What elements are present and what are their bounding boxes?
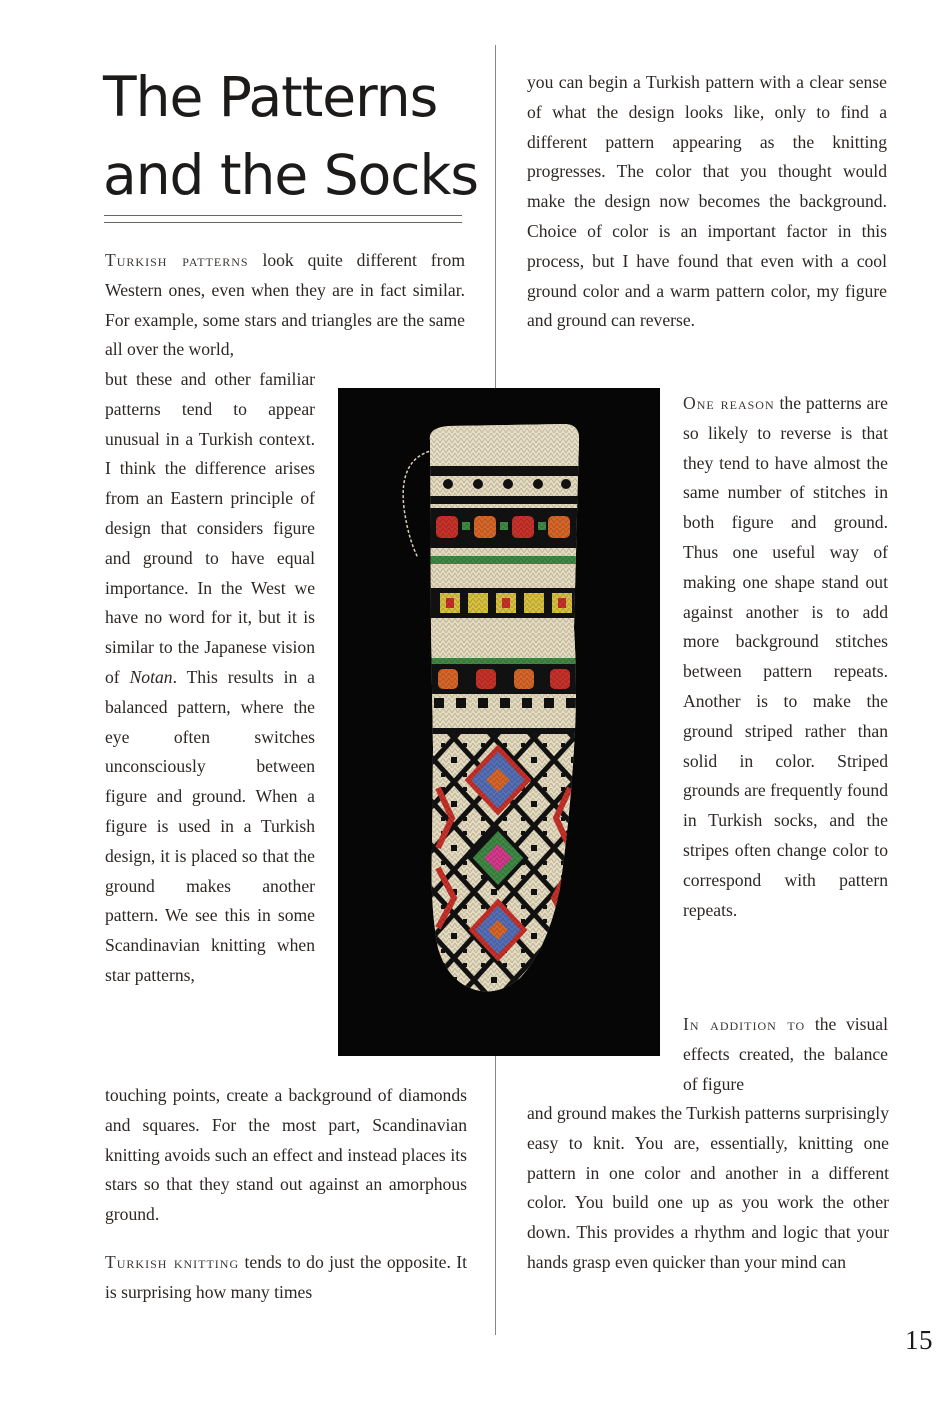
knitted-sock-photo-icon bbox=[338, 388, 660, 1056]
paragraph-5-text: the visual effects created, the balance of figure bbox=[683, 1014, 888, 1094]
paragraph-5-intro bbox=[683, 1010, 888, 1099]
paragraph-3: you can begin a Turkish pattern with a clear sense of what the design looks like, only to find a different pattern appearing as the knitting progresses. The color that you thought would make the design now becomes the background. Choice of color is an important factor in this process, but I have found that even with a cool ground color and a warm pattern color, my figure and ground can reverse. bbox=[527, 72, 887, 331]
paragraph-1-text: look quite different from Western ones, even when they are in fact similar. For example, some stars and triangles are the same all over the world, bbox=[105, 250, 466, 360]
title-rule-bottom bbox=[104, 222, 462, 223]
title-rule-top bbox=[104, 215, 462, 216]
paragraph-2-text: tends to do just the opposite. It is surprising how many times bbox=[105, 1252, 467, 1302]
paragraph-4-text: the patterns are so likely to reverse is that they tend to have almost the same number of stitches in both figure and ground. Thus one useful way of making one shape stand out against another is to add more background stitches between pattern repeats. Another is to make the ground striped rather than solid in color. Striped grounds are frequently found in Turkish socks, and the stripes often change color to correspond with pattern repeats. bbox=[683, 393, 888, 920]
paragraph-1-wrap bbox=[105, 365, 315, 991]
lead-in-in-addition: In addition to bbox=[683, 1014, 806, 1034]
chapter-title bbox=[103, 58, 483, 214]
paragraph-1-wrap-text-end: . This results in a balanced pattern, where the eye often switches unconsciously between figure and ground. When a figure is used in a Turkish design, it is placed so that the ground makes another pattern. We see this in some Scandinavian knitting when star patterns, bbox=[105, 666, 315, 985]
paragraph-4 bbox=[683, 389, 888, 925]
lead-in-turkish-knitting: Turkish knitting bbox=[105, 1252, 240, 1272]
paragraph-1-end: touching points, create a background of diamonds and squares. For the most part, Scandinavian knitting avoids such an effect and instead places its stars so that they stand out against an amorphous ground. bbox=[105, 1085, 467, 1225]
paragraph-2 bbox=[105, 1248, 467, 1308]
lead-in-turkish-patterns: Turkish patterns bbox=[105, 250, 249, 270]
paragraph-5-cont: and ground makes the Turkish patterns surprisingly easy to knit. You are, essentially, knitting one pattern in one color and another in a different color. You build one up as you work the other down. This provides a rhythm and logic that your hands grasp even quicker than your mind can bbox=[527, 1103, 889, 1272]
paragraph-1-intro bbox=[105, 246, 465, 365]
page-number: 15 bbox=[905, 1325, 933, 1355]
lead-in-one-reason: One reason bbox=[683, 393, 775, 413]
notan-term: Notan bbox=[129, 666, 173, 687]
paragraph-1-wrap-text: but these and other familiar patterns tend to appear unusual in a Turkish context. I think the difference arises from an Eastern principle of design that considers figure and ground to have equal importance. In the West we have no word for it, but it is similar to the Japanese vision of bbox=[105, 369, 315, 687]
title-line-2: and the Socks bbox=[103, 143, 479, 207]
sock-photo bbox=[338, 388, 660, 1056]
title-line-1: The Patterns bbox=[103, 65, 438, 129]
